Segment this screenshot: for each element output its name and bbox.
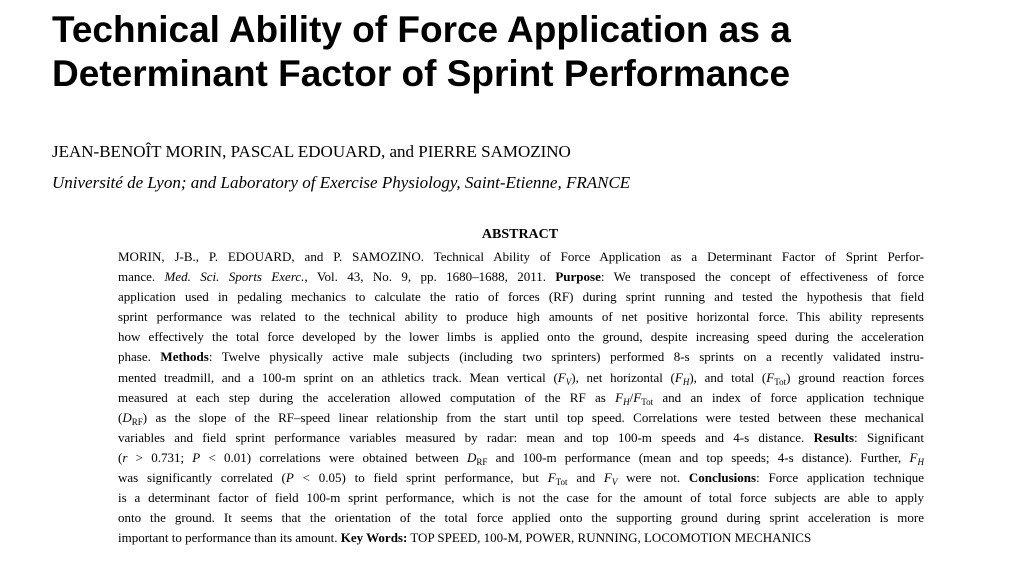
results-text: < 0.05) to field sprint performance, but [293,470,548,486]
conclusions-text: important to performance than its amount. [118,530,341,546]
subscript-tot: Tot [641,396,654,407]
subscript-v: V [565,376,572,387]
methods-text: and an index of force application technique [653,389,924,405]
symbol-p: P [285,470,294,486]
conclusions-label: Conclusions [688,470,757,486]
results-text: and [567,470,604,486]
abstract-body [118,247,924,548]
symbol-p: P [192,449,201,465]
subscript-rf: RF [131,416,143,427]
results-text: and 100-m performance (mean and top speeds; 4-s distance). Further, [487,449,910,465]
abstract-line-6 [118,347,924,367]
symbol-f: F [615,389,624,405]
conclusions-text: : Force application technique [756,470,924,486]
abstract-line-7 [118,368,924,388]
methods-text: : Twelve physically active male subjects (including two sprinters) performed 8-s sprints on a recently validated instru- [208,349,924,365]
methods-text: mented treadmill, and a 100-m sprint on an athletics track. Mean vertical ( [118,369,558,385]
methods-text: measured at each step during the acceleration allowed computation of the RF as [118,389,616,405]
abstract-line-1 [118,247,924,267]
abstract-heading: ABSTRACT [481,227,559,242]
conclusions-text: is a determinant factor of field 100-m sprint performance, which is not the case for the amount of total force subjects are able to apply [118,490,924,506]
abstract-line-10 [118,428,924,448]
purpose-text: application used in pedaling mechanics to calculate the ratio of forces (RF) during sprint running and tested the hypothesis that field [118,289,924,305]
title-line-1: Technical Ability of Force Application as a [52,9,791,50]
affiliation: Université de Lyon; and Laboratory of Exercise Physiology, Saint-Etienne, FRANCE [52,173,631,192]
methods-text: ) ground reaction forces [786,369,925,385]
symbol-f: F [674,369,683,385]
abstract-line-15 [118,528,924,548]
abstract-line-5 [118,327,924,347]
methods-text: variables and field sprint performance variables measured by radar: mean and top 100-m speeds and 4-s distance. [118,429,814,445]
symbol-f: F [557,369,566,385]
subscript-h: H [917,456,924,467]
results-text: was significantly correlated ( [118,470,286,486]
subscript-v: V [611,477,618,488]
methods-text: ), net horizontal ( [571,369,675,385]
results-text: were not. [617,470,689,486]
abstract-line-8 [118,388,924,408]
paper-title [52,8,972,96]
subscript-rf: RF [476,456,488,467]
conclusions-text: onto the ground. It seems that the orientation of the total force applied onto the supporting ground during sprint acceleration is more [118,510,924,526]
symbol-f: F [766,369,775,385]
subscript-tot: Tot [774,376,787,387]
abstract-line-14 [118,508,924,528]
keywords-text: TOP SPEED, 100-M, POWER, RUNNING, LOCOMOTION MECHANICS [407,530,812,546]
title-line-2: Determinant Factor of Sprint Performance [52,53,791,94]
methods-label: Methods [160,349,209,365]
symbol-f: F [547,470,556,486]
keywords-label: Key Words: [340,530,408,546]
methods-text: ( [118,409,123,425]
citation-details: , Vol. 43, No. 9, pp. 1680–1688, 2011. [304,269,556,285]
methods-text: ), and total ( [689,369,767,385]
abstract-line-3 [118,287,924,307]
symbol-f: F [909,449,918,465]
results-text: : Significant [854,429,924,445]
symbol-d: D [122,409,132,425]
subscript-h: H [682,376,690,387]
abstract-line-2 [118,267,924,287]
abstract-line-4 [118,307,924,327]
results-text: > 0.731; [127,449,193,465]
symbol-d: D [466,449,477,465]
abstract-line-12 [118,468,924,488]
purpose-label: Purpose [555,269,601,285]
results-text: < 0.01) correlations were obtained between [200,449,467,465]
citation-journal-pre: mance. [118,269,165,285]
results-text: ( [118,449,123,465]
purpose-text: sprint performance was related to the technical ability to produce high amounts of net positive horizontal force. This ability represents [118,309,924,325]
abstract-line-11 [118,448,924,468]
citation-authors: MORIN, J-B., P. EDOUARD, and P. SAMOZINO. Technical Ability of Force Application as a Determinant Factor of Sprint Perfor- [118,249,924,264]
citation-journal: Med. Sci. Sports Exerc. [164,269,305,285]
purpose-text: phase. [118,349,161,365]
authors: JEAN-BENOÎT MORIN, PASCAL EDOUARD, and PIERRE SAMOZINO [52,142,571,161]
slash: / [629,389,634,405]
results-label: Results [813,429,855,445]
abstract-line-9 [118,408,924,428]
methods-text: ) as the slope of the RF–speed linear relationship from the start until top speed. Correlations were tested between these mechanical [142,409,924,425]
purpose-text: : We transposed the concept of effectiveness of force [600,269,925,285]
abstract-line-13 [118,488,924,508]
symbol-f: F [603,470,612,486]
subscript-h: H [623,396,630,407]
purpose-text: how effectively the total force developed by the lower limbs is applied onto the ground, despite increasing speed during the acceleration [118,329,924,345]
symbol-f: F [633,389,642,405]
symbol-r: r [122,449,128,465]
subscript-tot: Tot [555,477,568,488]
